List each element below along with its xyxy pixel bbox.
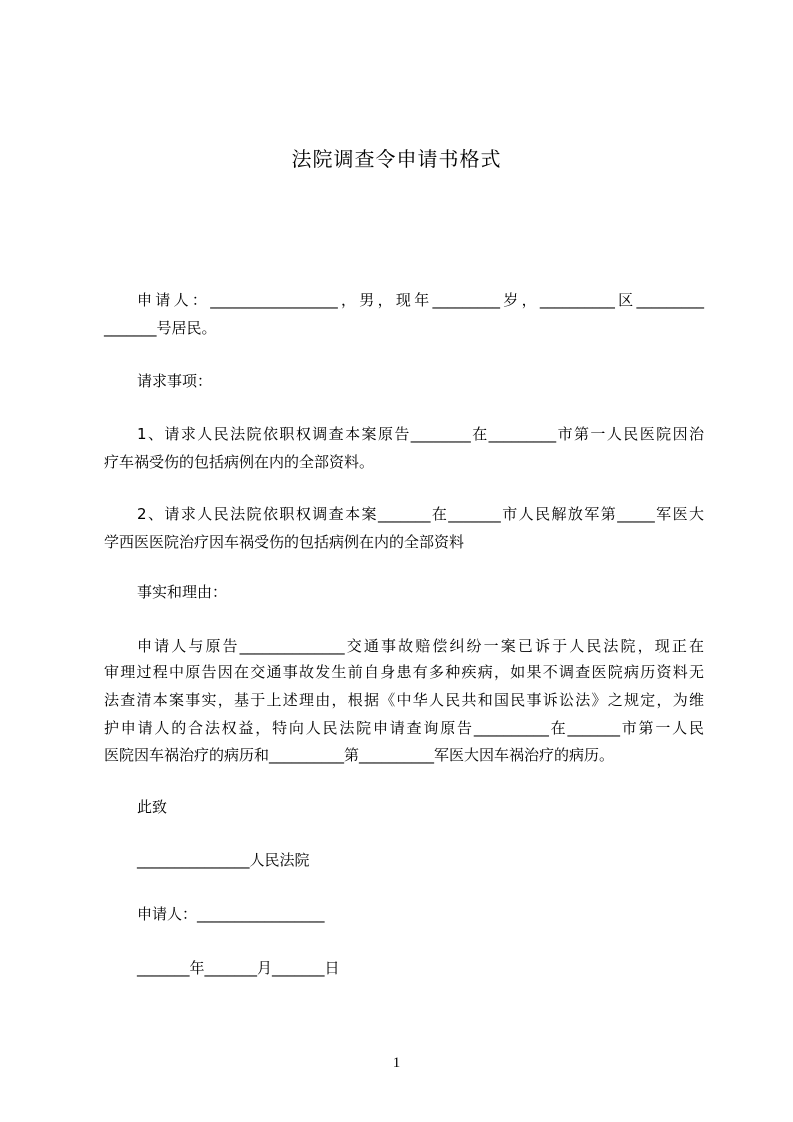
applicant-line-2: _______号居民。 bbox=[104, 319, 217, 337]
date-line: _______年_______月_______日 bbox=[137, 959, 340, 977]
salutation: 此致 bbox=[137, 798, 168, 816]
facts-line-4: 护申请人的合法权益，特向人民法院申请查询原告__________在_______市第一人民 bbox=[104, 719, 704, 737]
signature-line: 申请人：_________________ bbox=[137, 905, 325, 923]
request-heading: 请求事项： bbox=[137, 372, 213, 390]
request-1-line-2: 疗车祸受伤的包括病例在内的全部资料。 bbox=[104, 453, 375, 471]
facts-line-1: 申请人与原告______________交通事故赔偿纠纷一案已诉于人民法院，现正在 bbox=[137, 637, 704, 655]
request-2-line-2: 学西医医院治疗因车祸受伤的包括病例在内的全部资料 bbox=[104, 533, 465, 551]
facts-heading: 事实和理由： bbox=[137, 583, 228, 601]
request-2-line-1: 2、请求人民法院依职权调查本案_______在_______市人民解放军第_____军医大 bbox=[137, 505, 704, 523]
page-number: 1 bbox=[392, 1055, 401, 1071]
applicant-line-1: 申请人：_________________，男，现年_________岁，__________区_________ bbox=[137, 291, 704, 309]
document-title: 法院调查令申请书格式 bbox=[291, 147, 502, 171]
facts-line-5: 医院因车祸治疗的病历和__________第__________军医大因车祸治疗的病历。 bbox=[104, 746, 615, 764]
facts-line-2: 审理过程中原告因在交通事故发生前自身患有多种疾病，如果不调查医院病历资料无 bbox=[104, 663, 704, 681]
court-line: _______________人民法院 bbox=[137, 851, 310, 869]
facts-line-3: 法查清本案事实，基于上述理由，根据《中华人民共和国民事诉讼法》之规定，为维 bbox=[104, 691, 704, 709]
request-1-line-1: 1、请求人民法院依职权调查本案原告________在_________市第一人民医院因治 bbox=[137, 425, 704, 443]
